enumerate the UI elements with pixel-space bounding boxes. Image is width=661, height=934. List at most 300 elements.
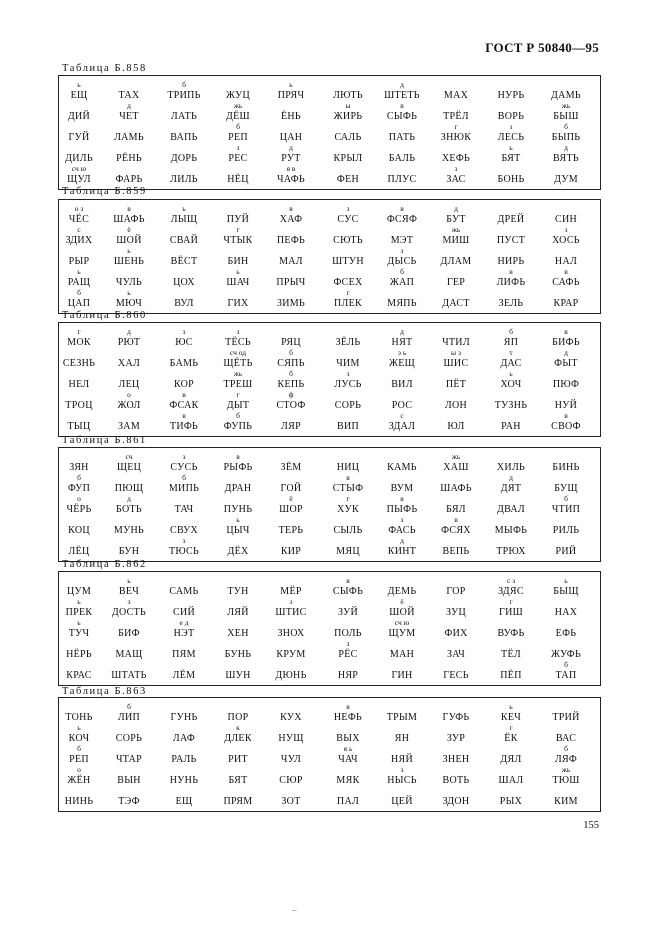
variant-annotation: в bbox=[182, 390, 186, 399]
word-text: ЖЁН bbox=[67, 775, 91, 786]
word-text: ДЁШ bbox=[226, 111, 250, 122]
variant-annotation: с bbox=[400, 411, 404, 420]
word-text: ПЁП bbox=[500, 670, 522, 681]
word-text: ДЯЛ bbox=[500, 754, 522, 765]
variant-annotation bbox=[429, 327, 483, 336]
variant-annotation bbox=[102, 369, 156, 378]
variant-annotation: д bbox=[127, 494, 131, 503]
word-cell bbox=[429, 536, 483, 560]
word-text: МЫФЬ bbox=[494, 525, 528, 536]
variant-annotation bbox=[429, 702, 483, 711]
variant-annotation bbox=[375, 702, 429, 711]
variant-annotation bbox=[429, 597, 483, 606]
variant-annotation bbox=[484, 639, 538, 648]
variant-annotation: сч ю bbox=[394, 618, 410, 627]
word-text: САФЬ bbox=[552, 277, 580, 288]
variant-annotation bbox=[52, 369, 106, 378]
variant-annotation bbox=[264, 639, 318, 648]
variant-annotation bbox=[321, 164, 375, 173]
variant-annotation: ь bbox=[236, 267, 240, 276]
variant-annotation bbox=[321, 246, 375, 255]
variant-annotation: с з bbox=[506, 576, 516, 585]
variant-annotation: з bbox=[400, 765, 404, 774]
word-text: ЧАФЬ bbox=[277, 174, 305, 185]
word-text: КРАР bbox=[553, 298, 579, 309]
variant-annotation: ь bbox=[77, 267, 81, 276]
variant-annotation bbox=[264, 660, 318, 669]
variant-annotation: ь bbox=[509, 369, 513, 378]
variant-annotation bbox=[52, 576, 106, 585]
word-text: МЯЦ bbox=[336, 546, 360, 557]
word-text: ПЫФЬ bbox=[386, 504, 418, 515]
word-cell bbox=[157, 786, 211, 810]
variant-annotation: жь bbox=[451, 452, 461, 461]
word-text: ЗЁЛЬ bbox=[335, 337, 361, 348]
word-text: ЛЮТЬ bbox=[333, 90, 363, 101]
word-text: БЫЩ bbox=[553, 586, 579, 597]
word-text: МАЛ bbox=[279, 256, 303, 267]
word-text: БУТ bbox=[446, 214, 466, 225]
variant-annotation bbox=[102, 744, 156, 753]
variant-annotation: е д bbox=[179, 618, 189, 627]
variant-annotation: сч bbox=[125, 452, 133, 461]
word-text: ГУНЬ bbox=[170, 712, 198, 723]
word-text: ПЮЩ bbox=[114, 483, 144, 494]
word-text: ШТАТЬ bbox=[111, 670, 147, 681]
word-text: ФУПЬ bbox=[223, 421, 253, 432]
variant-annotation: д bbox=[400, 536, 404, 545]
word-text: РЁС bbox=[338, 649, 358, 660]
word-text: ВАПЬ bbox=[170, 132, 198, 143]
word-text: ТЁСЬ bbox=[225, 337, 251, 348]
word-text: ЧАЧ bbox=[338, 754, 358, 765]
word-text: ХУК bbox=[337, 504, 359, 515]
word-text: ТРЁЛ bbox=[443, 111, 469, 122]
word-text: ДЮНЬ bbox=[275, 670, 307, 681]
word-text: ЕЩ bbox=[175, 796, 193, 807]
word-cell bbox=[375, 660, 429, 684]
variant-annotation bbox=[429, 618, 483, 627]
variant-annotation: б bbox=[77, 473, 81, 482]
word-text: ВЯТЬ bbox=[553, 153, 579, 164]
word-table bbox=[58, 697, 601, 812]
variant-annotation bbox=[539, 515, 593, 524]
variant-annotation bbox=[429, 786, 483, 795]
variant-annotation: в bbox=[509, 267, 513, 276]
variant-annotation bbox=[211, 765, 265, 774]
variant-annotation: ф bbox=[288, 390, 294, 399]
word-cell bbox=[321, 411, 375, 435]
word-text: ЩУМ bbox=[388, 628, 416, 639]
word-text: БЯТ bbox=[501, 153, 521, 164]
variant-annotation bbox=[264, 765, 318, 774]
word-cell bbox=[211, 288, 265, 312]
word-text: БУЩ bbox=[554, 483, 578, 494]
word-cell bbox=[52, 288, 106, 312]
table-caption: Таблица Б.863 bbox=[62, 686, 147, 697]
variant-annotation: д bbox=[564, 143, 568, 152]
word-text: ВУФЬ bbox=[497, 628, 525, 639]
word-text: ЛЕСЬ bbox=[497, 132, 525, 143]
word-text: СЫФЬ bbox=[386, 111, 418, 122]
word-text: ПОЛЬ bbox=[334, 628, 362, 639]
variant-annotation: в bbox=[400, 204, 404, 213]
variant-annotation: з bbox=[400, 246, 404, 255]
word-text: ПОР bbox=[227, 712, 249, 723]
word-cell bbox=[484, 288, 538, 312]
word-text: БЫПЬ bbox=[551, 132, 581, 143]
word-text: ДРАН bbox=[224, 483, 252, 494]
word-text: СИЙ bbox=[172, 607, 195, 618]
word-cell bbox=[264, 536, 318, 560]
table-caption: Таблица Б.859 bbox=[62, 186, 147, 197]
variant-annotation: в bbox=[346, 576, 350, 585]
variant-annotation bbox=[157, 288, 211, 297]
variant-annotation: з bbox=[346, 639, 350, 648]
variant-annotation: э ь bbox=[397, 348, 407, 357]
word-text: ЯП bbox=[503, 337, 519, 348]
word-text: МЯК bbox=[336, 775, 360, 786]
word-cell bbox=[211, 786, 265, 810]
word-cell bbox=[102, 164, 156, 188]
variant-annotation: в bbox=[400, 101, 404, 110]
variant-annotation bbox=[539, 288, 593, 297]
word-cell bbox=[375, 288, 429, 312]
word-text: ЧУЛ bbox=[280, 754, 302, 765]
word-text: ЛИФЬ bbox=[496, 277, 526, 288]
variant-annotation bbox=[375, 122, 429, 131]
variant-annotation bbox=[429, 267, 483, 276]
word-text: ХЕН bbox=[227, 628, 249, 639]
variant-annotation bbox=[52, 660, 106, 669]
word-text: НЯЙ bbox=[390, 754, 413, 765]
variant-annotation bbox=[321, 786, 375, 795]
variant-annotation bbox=[264, 473, 318, 482]
word-text: КИНТ bbox=[387, 546, 417, 557]
word-text: ЗДАЛ bbox=[388, 421, 416, 432]
variant-annotation bbox=[539, 390, 593, 399]
word-text: ДЛЕК bbox=[224, 733, 252, 744]
variant-annotation bbox=[321, 348, 375, 357]
word-text: ЦУМ bbox=[66, 586, 92, 597]
variant-annotation bbox=[429, 143, 483, 152]
variant-annotation bbox=[157, 225, 211, 234]
word-text: ДЯТ bbox=[500, 483, 522, 494]
word-text: ЯН bbox=[394, 733, 410, 744]
word-text: ПЯМ bbox=[172, 649, 196, 660]
variant-annotation bbox=[264, 122, 318, 131]
word-cell bbox=[157, 536, 211, 560]
word-text: СЮТЬ bbox=[333, 235, 363, 246]
word-text: НЫСЬ bbox=[387, 775, 417, 786]
word-text: ЦЕЙ bbox=[391, 796, 413, 807]
word-text: ГЕСЬ bbox=[443, 670, 469, 681]
word-text: НУРЬ bbox=[497, 90, 525, 101]
word-text: НУЩ bbox=[278, 733, 304, 744]
word-text: МАЩ bbox=[115, 649, 143, 660]
variant-annotation: з bbox=[564, 225, 568, 234]
word-cell bbox=[539, 786, 593, 810]
word-text: ЛУСЬ bbox=[334, 379, 362, 390]
word-cell bbox=[102, 411, 156, 435]
word-text: КОЧ bbox=[68, 733, 90, 744]
word-text: ШАФЬ bbox=[440, 483, 472, 494]
variant-annotation bbox=[52, 536, 106, 545]
word-text: ЛИП bbox=[117, 712, 141, 723]
word-text: МАН bbox=[389, 649, 415, 660]
word-text: СТОФ bbox=[276, 400, 306, 411]
variant-annotation: ь bbox=[289, 80, 293, 89]
word-text: ВЕПЬ bbox=[442, 546, 470, 557]
variant-annotation bbox=[321, 515, 375, 524]
word-text: ФУП bbox=[67, 483, 91, 494]
word-text: ТРЕШ bbox=[223, 379, 253, 390]
word-cell bbox=[52, 786, 106, 810]
word-table bbox=[58, 322, 601, 437]
word-text: РЕП bbox=[228, 132, 248, 143]
word-text: БИНЬ bbox=[552, 462, 580, 473]
word-cell bbox=[52, 536, 106, 560]
variant-annotation bbox=[321, 536, 375, 545]
variant-annotation: жь bbox=[561, 101, 571, 110]
variant-annotation: ё bbox=[289, 494, 293, 503]
word-text: ЗДЯС bbox=[498, 586, 524, 597]
word-cell bbox=[429, 660, 483, 684]
variant-annotation: з bbox=[182, 536, 186, 545]
variant-annotation: з bbox=[236, 143, 240, 152]
word-text: КРАС bbox=[66, 670, 92, 681]
word-text: ШАЛ bbox=[498, 775, 524, 786]
word-text: МЮЧ bbox=[115, 298, 143, 309]
word-text: ДУМ bbox=[554, 174, 578, 185]
word-text: ЦЫЧ bbox=[226, 525, 250, 536]
variant-annotation: б bbox=[236, 411, 240, 420]
word-cell bbox=[429, 786, 483, 810]
variant-annotation bbox=[429, 576, 483, 585]
word-text: ЧИМ bbox=[336, 358, 360, 369]
word-cell bbox=[484, 536, 538, 560]
word-cell bbox=[264, 164, 318, 188]
variant-annotation bbox=[264, 327, 318, 336]
variant-annotation: б bbox=[564, 122, 568, 131]
variant-annotation: г bbox=[509, 723, 513, 732]
variant-annotation bbox=[211, 473, 265, 482]
word-text: ПАЛ bbox=[336, 796, 360, 807]
variant-annotation bbox=[484, 288, 538, 297]
variant-annotation bbox=[102, 723, 156, 732]
word-text: ПРЯМ bbox=[223, 796, 253, 807]
word-text: ХАШ bbox=[443, 462, 469, 473]
variant-annotation bbox=[211, 246, 265, 255]
variant-annotation bbox=[484, 101, 538, 110]
variant-annotation bbox=[157, 246, 211, 255]
variant-annotation bbox=[52, 246, 106, 255]
word-text: ЗАЧ bbox=[446, 649, 466, 660]
word-text: СВОФ bbox=[551, 421, 581, 432]
word-cell bbox=[102, 536, 156, 560]
word-text: ЗДИХ bbox=[65, 235, 93, 246]
variant-annotation: б bbox=[77, 288, 81, 297]
variant-annotation: к bbox=[236, 723, 240, 732]
word-text: ВЁСТ bbox=[170, 256, 198, 267]
word-text: ЛАФ bbox=[172, 733, 196, 744]
word-text: ДЕМЬ bbox=[387, 586, 417, 597]
variant-annotation bbox=[429, 246, 483, 255]
word-text: ЛЁМ bbox=[172, 670, 196, 681]
word-text: ЕФЬ bbox=[555, 628, 577, 639]
word-text: СИН bbox=[554, 214, 577, 225]
word-table bbox=[58, 199, 601, 314]
variant-annotation: ь bbox=[236, 515, 240, 524]
variant-annotation: о bbox=[127, 390, 131, 399]
variant-annotation bbox=[429, 411, 483, 420]
variant-annotation: о bbox=[77, 494, 81, 503]
word-text: ФСЯХ bbox=[441, 525, 471, 536]
variant-annotation bbox=[157, 660, 211, 669]
word-text: ЧЁС bbox=[68, 214, 90, 225]
word-text: НЕЛ bbox=[68, 379, 90, 390]
variant-annotation: ь bbox=[182, 204, 186, 213]
word-table bbox=[58, 447, 601, 562]
variant-annotation bbox=[264, 618, 318, 627]
variant-annotation: б bbox=[564, 744, 568, 753]
word-cell bbox=[321, 288, 375, 312]
variant-annotation bbox=[211, 702, 265, 711]
word-text: ШИС bbox=[443, 358, 469, 369]
variant-annotation bbox=[211, 494, 265, 503]
word-text: ШОЙ bbox=[116, 235, 142, 246]
word-text: ТЭФ bbox=[118, 796, 140, 807]
variant-annotation bbox=[211, 576, 265, 585]
word-text: ЩЕЦ bbox=[116, 462, 142, 473]
variant-annotation bbox=[157, 267, 211, 276]
word-text: КИР bbox=[280, 546, 302, 557]
word-text: ФСАК bbox=[169, 400, 199, 411]
variant-annotation bbox=[375, 452, 429, 461]
variant-annotation bbox=[52, 122, 106, 131]
word-cell bbox=[484, 660, 538, 684]
word-text: ЗНОХ bbox=[277, 628, 305, 639]
variant-annotation: з bbox=[182, 452, 186, 461]
variant-annotation: з bbox=[454, 164, 458, 173]
variant-annotation bbox=[429, 765, 483, 774]
word-text: ЗНЕН bbox=[442, 754, 470, 765]
word-text: ШТИС bbox=[275, 607, 307, 618]
variant-annotation bbox=[157, 101, 211, 110]
variant-annotation bbox=[539, 473, 593, 482]
word-text: КОР bbox=[173, 379, 195, 390]
word-text: ЛАТЬ bbox=[170, 111, 198, 122]
variant-annotation bbox=[211, 744, 265, 753]
word-text: ТРОЦ bbox=[65, 400, 93, 411]
variant-annotation bbox=[211, 597, 265, 606]
variant-annotation bbox=[375, 225, 429, 234]
variant-annotation: з bbox=[346, 369, 350, 378]
word-text: КЕПЬ bbox=[277, 379, 305, 390]
variant-annotation bbox=[264, 786, 318, 795]
word-cell bbox=[539, 411, 593, 435]
table-caption: Таблица Б.858 bbox=[62, 63, 147, 74]
word-text: ПЮФ bbox=[552, 379, 580, 390]
word-text: ЗУР bbox=[446, 733, 466, 744]
variant-annotation bbox=[539, 80, 593, 89]
word-text: ПУСТ bbox=[496, 235, 526, 246]
variant-annotation bbox=[157, 494, 211, 503]
variant-annotation: жь bbox=[233, 101, 243, 110]
word-text: ГОР bbox=[446, 586, 466, 597]
variant-annotation: ы bbox=[345, 101, 351, 110]
page-header: ГОСТ Р 50840—95 bbox=[485, 40, 599, 55]
word-text: ЖАП bbox=[389, 277, 415, 288]
variant-annotation: д bbox=[127, 327, 131, 336]
word-text: ЛИЛЬ bbox=[170, 174, 198, 185]
variant-annotation bbox=[102, 164, 156, 173]
variant-annotation bbox=[484, 225, 538, 234]
word-text: ЛОН bbox=[444, 400, 468, 411]
variant-annotation bbox=[52, 515, 106, 524]
word-text: ВАС bbox=[555, 733, 577, 744]
word-cell bbox=[264, 288, 318, 312]
word-cell bbox=[484, 164, 538, 188]
variant-annotation: т bbox=[509, 348, 513, 357]
word-text: БУНЬ bbox=[224, 649, 252, 660]
variant-annotation bbox=[321, 80, 375, 89]
word-text: НЭТ bbox=[173, 628, 195, 639]
variant-annotation: в bbox=[236, 452, 240, 461]
word-cell bbox=[264, 786, 318, 810]
variant-annotation: б bbox=[77, 744, 81, 753]
word-text: НИРЬ bbox=[497, 256, 525, 267]
word-text: ТЕРЬ bbox=[278, 525, 304, 536]
variant-annotation bbox=[539, 452, 593, 461]
variant-annotation: г bbox=[346, 494, 350, 503]
word-text: МЁР bbox=[280, 586, 302, 597]
word-text: РЫР bbox=[68, 256, 90, 267]
word-cell bbox=[52, 164, 106, 188]
variant-annotation: г bbox=[77, 327, 81, 336]
variant-annotation bbox=[539, 369, 593, 378]
word-text: НЕФЬ bbox=[333, 712, 363, 723]
variant-annotation bbox=[264, 723, 318, 732]
variant-annotation: б bbox=[400, 267, 404, 276]
word-text: МИШ bbox=[442, 235, 470, 246]
variant-annotation bbox=[211, 288, 265, 297]
variant-annotation bbox=[375, 473, 429, 482]
variant-annotation: г bbox=[236, 390, 240, 399]
word-text: ПЁТ bbox=[445, 379, 467, 390]
word-text: ХЕФЬ bbox=[441, 153, 471, 164]
variant-annotation bbox=[52, 101, 106, 110]
variant-annotation bbox=[211, 164, 265, 173]
word-text: ДЁХ bbox=[227, 546, 249, 557]
variant-annotation: б bbox=[182, 80, 186, 89]
word-text: РЯЦ bbox=[281, 337, 301, 348]
word-text: ВИЛ bbox=[391, 379, 413, 390]
word-cell bbox=[321, 660, 375, 684]
variant-annotation bbox=[102, 473, 156, 482]
word-text: ПЛУС bbox=[387, 174, 417, 185]
variant-annotation: ь bbox=[127, 246, 131, 255]
word-text: ХОЧ bbox=[500, 379, 522, 390]
variant-annotation bbox=[52, 390, 106, 399]
variant-annotation bbox=[157, 143, 211, 152]
variant-annotation bbox=[102, 122, 156, 131]
word-text: ЗАС bbox=[446, 174, 466, 185]
variant-annotation bbox=[484, 80, 538, 89]
word-text: ХАЛ bbox=[117, 358, 141, 369]
word-text: ТУН bbox=[227, 586, 249, 597]
table-row bbox=[59, 411, 600, 435]
